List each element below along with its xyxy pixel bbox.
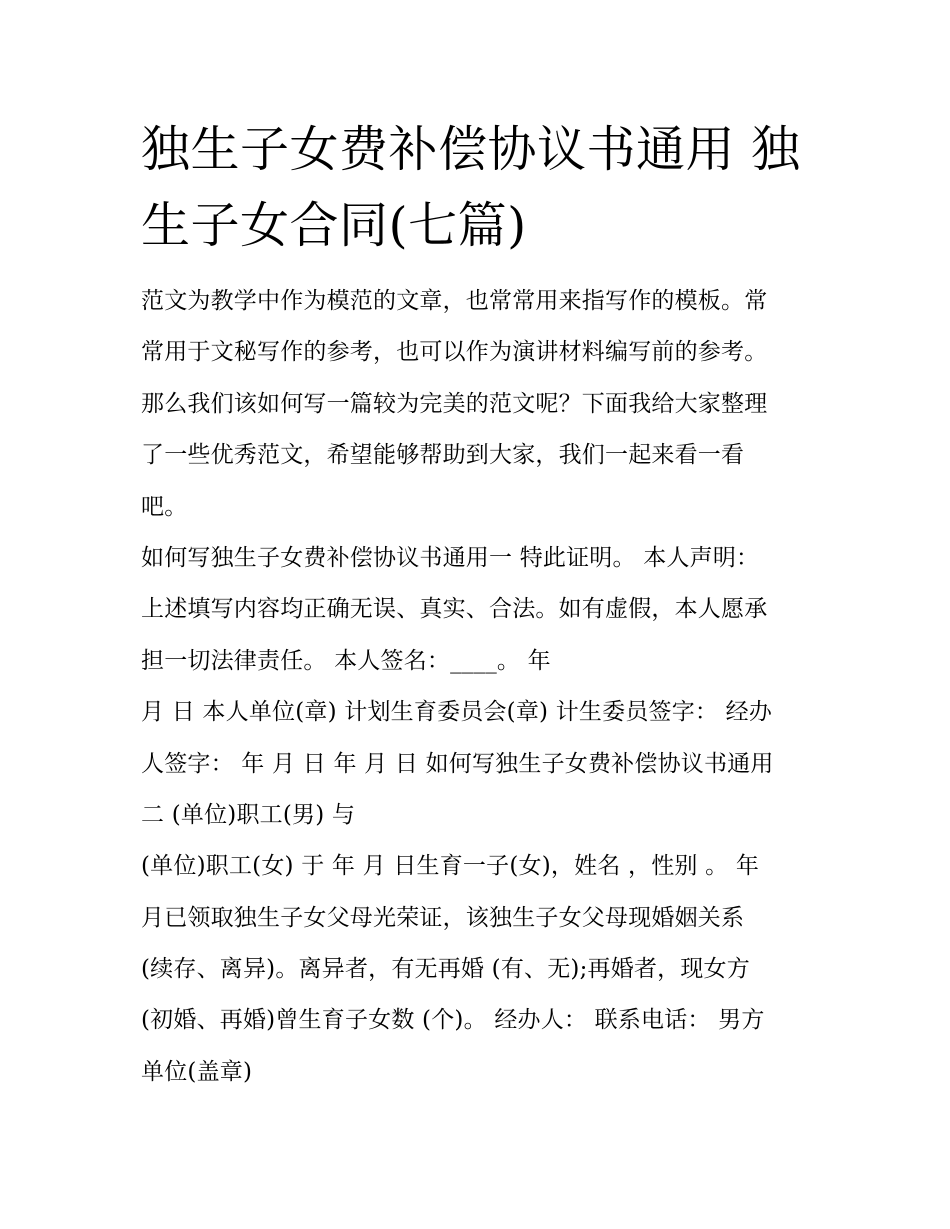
body-line: 了一些优秀范文，希望能够帮助到大家，我们一起来看一看 (141, 442, 745, 469)
body-line: (续存、离异)。离异者，有无再婚 (有、无);再婚者，现女方 (141, 956, 750, 983)
body-line: 范文为教学中作为模范的文章，也常常用来指写作的模板。常 (141, 288, 768, 314)
body-line: 上述填写内容均正确无误、真实、合法。如有虚假，本人愿承 (141, 596, 768, 623)
body-line: 那么我们该如何写一篇较为完美的范文呢？下面我给大家整理 (141, 390, 768, 417)
body-line: 常用于文秘写作的参考，也可以作为演讲材料编写前的参考。 (141, 339, 768, 366)
body-line: (单位)职工(女) 于 年 月 日生育一子(女)，姓名 ，性别 。 年 (141, 853, 760, 880)
title-line: 生子女合同(七篇) (141, 197, 527, 254)
title-line: 独生子女费补偿协议书通用 独 (141, 121, 801, 178)
body-line: 月已领取独生子女父母光荣证，该独生子女父母现婚姻关系 (141, 904, 745, 931)
body-line: 担一切法律责任。 本人签名：____。 年 (141, 647, 551, 674)
body-line: 吧。 (141, 493, 188, 520)
body-line: (初婚、再婚)曾生育子女数 (个)。 经办人： 联系电话： 男方 (141, 1007, 765, 1034)
document-body (141, 276, 831, 1098)
body-line: 单位(盖章) (141, 1058, 253, 1085)
body-line: 二 (单位)职工(男) 与 (141, 801, 356, 828)
body-line: 人签字： 年 月 日 年 月 日 如何写独生子女费补偿协议书通用 (141, 750, 774, 777)
document-title (141, 112, 821, 264)
body-line: 月 日 本人单位(章) 计划生育委员会(章) 计生委员签字： 经办 (141, 699, 773, 726)
body-line: 如何写独生子女费补偿协议书通用一 特此证明。 本人声明： (141, 544, 760, 571)
